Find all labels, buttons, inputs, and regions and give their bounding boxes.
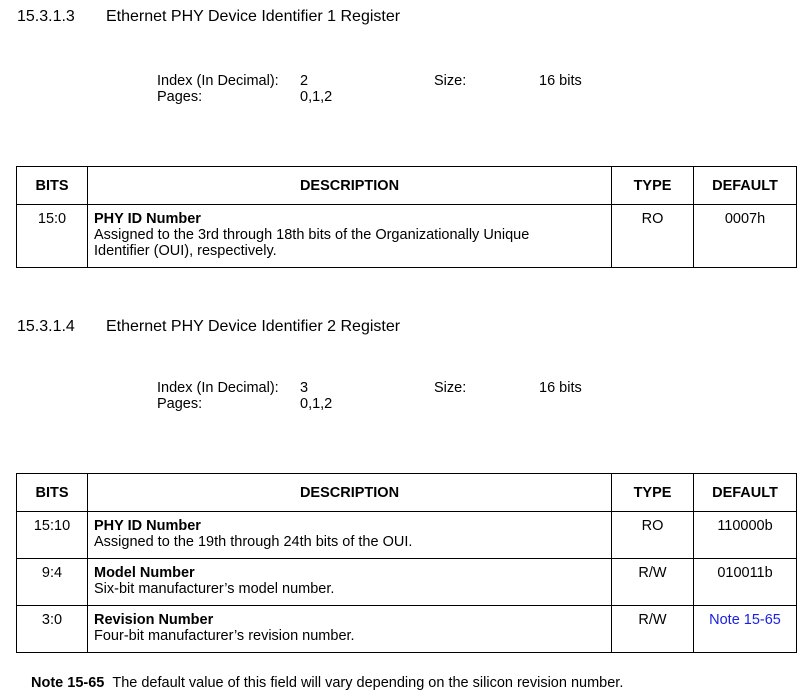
- type-cell: RO: [612, 205, 694, 268]
- field-name: PHY ID Number: [94, 211, 201, 227]
- register-table-phy-id-1: [16, 166, 797, 268]
- table-row: [17, 205, 797, 268]
- pages-value: 0,1,2: [300, 89, 333, 105]
- table-row: [17, 512, 797, 559]
- index-label: Index (In Decimal):: [157, 380, 279, 396]
- pages-value: 0,1,2: [300, 396, 333, 412]
- bits-cell: 15:0: [17, 205, 88, 268]
- section-heading-phy-id-1: [17, 8, 400, 26]
- note-link[interactable]: Note 15-65: [709, 612, 781, 628]
- field-name: Revision Number: [94, 612, 214, 628]
- size-value: 16 bits: [539, 380, 582, 396]
- description-cell: [88, 559, 612, 606]
- default-cell: 0007h: [694, 205, 797, 268]
- table-row: [17, 559, 797, 606]
- field-description: Assigned to the 19th through 24th bits of the OUI.: [94, 534, 413, 550]
- bits-cell: 9:4: [17, 559, 88, 606]
- header-default: DEFAULT: [694, 167, 797, 205]
- footnote: [31, 675, 623, 691]
- index-label: Index (In Decimal):: [157, 73, 279, 89]
- field-description: Six-bit manufacturer’s model number.: [94, 581, 335, 597]
- description-cell: [88, 205, 612, 268]
- register-info-phy-id-1: [157, 73, 617, 107]
- table-header-row: [17, 474, 797, 512]
- pages-label: Pages:: [157, 89, 203, 105]
- field-name: PHY ID Number: [94, 518, 201, 534]
- field-name: Model Number: [94, 565, 195, 581]
- section-number: 15.3.1.4: [17, 318, 75, 335]
- table-row: [17, 606, 797, 653]
- header-type: TYPE: [612, 167, 694, 205]
- section-number: 15.3.1.3: [17, 8, 75, 25]
- description-cell: [88, 512, 612, 559]
- type-cell: R/W: [612, 606, 694, 653]
- default-cell: 110000b: [694, 512, 797, 559]
- type-cell: RO: [612, 512, 694, 559]
- register-table-phy-id-2: [16, 473, 797, 653]
- field-description: Four-bit manufacturer’s revision number.: [94, 628, 355, 644]
- size-value: 16 bits: [539, 73, 582, 89]
- header-bits: BITS: [17, 474, 88, 512]
- pages-label: Pages:: [157, 396, 203, 412]
- section-title: Ethernet PHY Device Identifier 2 Register: [106, 318, 401, 335]
- bits-cell: 15:10: [17, 512, 88, 559]
- default-cell: 010011b: [694, 559, 797, 606]
- table-header-row: [17, 167, 797, 205]
- header-default: DEFAULT: [694, 474, 797, 512]
- type-cell: R/W: [612, 559, 694, 606]
- section-heading-phy-id-2: [17, 318, 400, 336]
- register-info-phy-id-2: [157, 380, 617, 414]
- header-bits: BITS: [17, 167, 88, 205]
- size-label: Size:: [434, 380, 467, 396]
- field-description-line-2: Identifier (OUI), respectively.: [94, 243, 277, 259]
- header-description: DESCRIPTION: [88, 474, 612, 512]
- size-label: Size:: [434, 73, 467, 89]
- header-description: DESCRIPTION: [88, 167, 612, 205]
- footnote-text: The default value of this field will vary depending on the silicon revision number.: [112, 675, 624, 691]
- header-type: TYPE: [612, 474, 694, 512]
- index-value: 2: [300, 73, 309, 89]
- bits-cell: 3:0: [17, 606, 88, 653]
- footnote-label: Note 15-65: [31, 675, 105, 691]
- description-cell: [88, 606, 612, 653]
- section-title: Ethernet PHY Device Identifier 1 Register: [106, 8, 401, 25]
- default-cell: [694, 606, 797, 653]
- index-value: 3: [300, 380, 309, 396]
- field-description-line-1: Assigned to the 3rd through 18th bits of the Organizationally Unique: [94, 227, 530, 243]
